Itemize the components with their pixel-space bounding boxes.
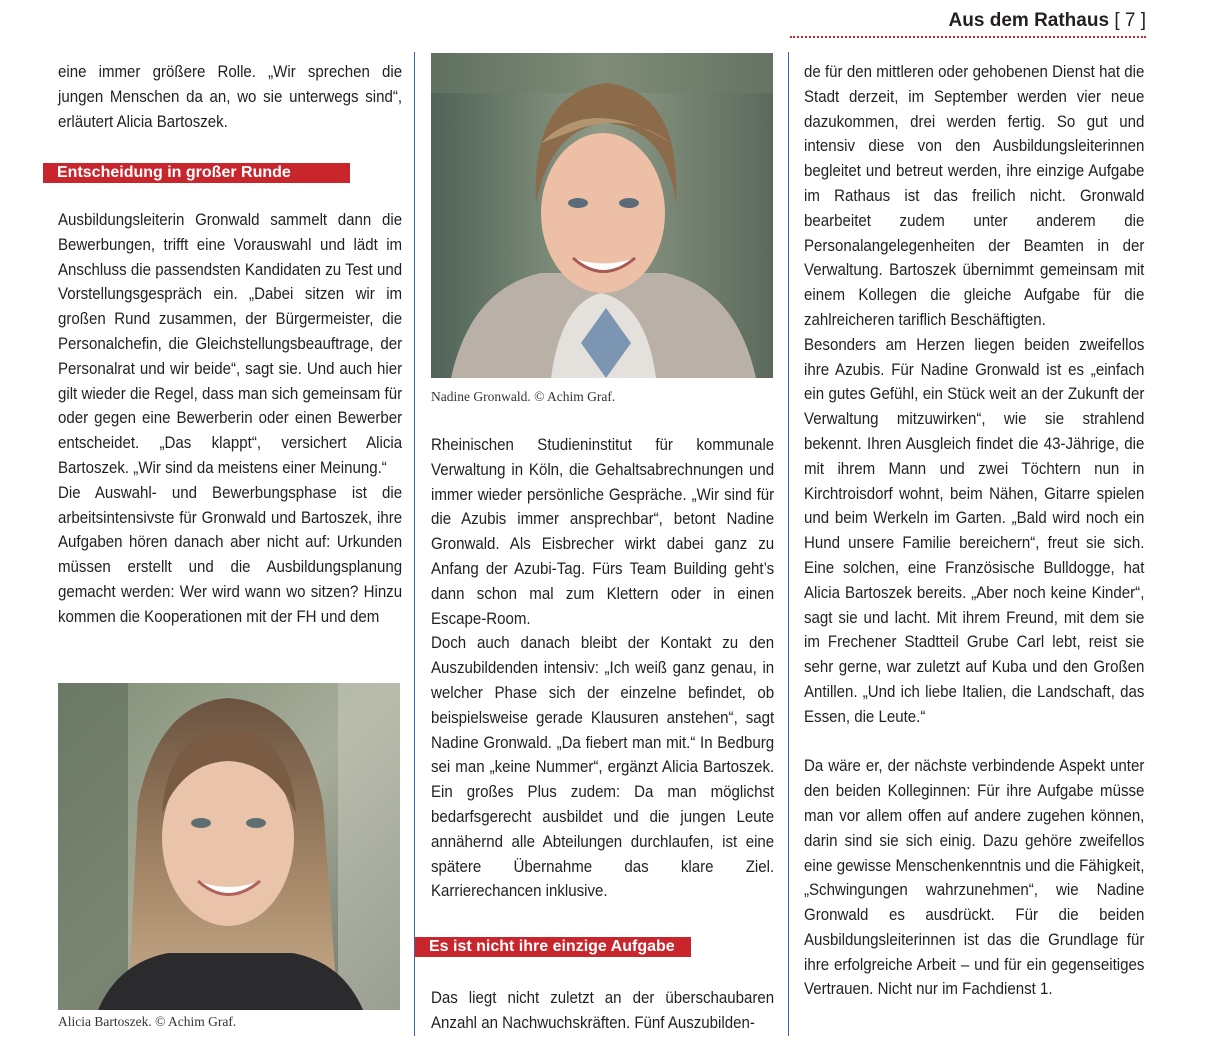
photo-alicia-bartoszek (58, 683, 400, 1010)
column-rule-2 (788, 52, 789, 1036)
paragraph: de für den mittleren oder gehobenen Dienst hat die Stadt derzeit, im September werden vier neue dazukommen, drei werden fertig. So gut und intensiv diese von den Ausbildungsleiterinnen begleitet und betreut werden, ihre einzige Aufgabe im Rathaus ist das freilich nicht. Gronwald bearbeitet zudem unter anderem die Personalangelegenheiten der Beamten in der Verwaltung. Bartoszek übernimmt gemeinsam mit einem Kollegen die gleiche Aufgabe für die zahlreicheren tariflich Beschäftigten. (804, 63, 1145, 329)
header-dotted-rule (790, 36, 1146, 38)
column-1-body (58, 208, 402, 630)
paragraph: Das liegt nicht zuletzt an der überschaubaren Anzahl an Nachwuchskräften. Fünf Auszubilden- (431, 989, 775, 1032)
page-number: [ 7 ] (1114, 10, 1146, 31)
photo-caption-nadine: Nadine Gronwald. © Achim Graf. (431, 389, 616, 404)
column-rule-1 (414, 52, 415, 1036)
paragraph: Da wäre er, der nächste verbindende Aspekt unter den beiden Kolleginnen: Für ihre Aufgabe müsse man vor allem offen auf andere zugehen können, darin sind sie sich einig. Dazu gehöre zweifellos eine gewisse Menschenkenntnis und die Fähigkeit, „Schwingungen wahrzunehmen“, wie Nadine Gronwald es ausdrückt. Für die beiden Ausbildungsleiterinnen ist das die Grundlage für ihre erfolgreiche Arbeit – und für ein gegenseitiges Vertrauen. Nicht nur im Fachdienst 1. (804, 757, 1145, 999)
photo-caption-alicia: Alicia Bartoszek. © Achim Graf. (58, 1014, 237, 1029)
paragraph: Doch auch danach bleibt der Kontakt zu den Auszubildenden intensiv: „Ich weiß ganz genau, in welcher Phase sich der einzelne befindet, ob beispielsweise gerade Klausuren anstehen“, sagt Nadine Gronwald. „Da fiebert man mit.“ In Bedburg sei man „keine Nummer“, ergänzt Alicia Bartoszek. Ein großes Plus zudem: Da man möglichst bedarfsgerecht ausbildet und die jungen Leute annähernd alle Abteilungen durchlaufen, ist eine spätere Übernahme das klare Ziel. Karrierechancen inklusive. (431, 634, 775, 901)
portrait-image (431, 53, 773, 378)
paragraph-gap (804, 730, 1144, 755)
subheadline-aufgabe: Es ist nicht ihre einzige Aufgabe (415, 937, 691, 957)
paragraph: eine immer größere Rolle. „Wir sprechen die jungen Menschen da an, wo sie unterwegs sind“, erläutert Alicia Bartoszek. (58, 63, 403, 131)
portrait-image (58, 683, 400, 1010)
section-title: Aus dem Rathaus (948, 10, 1110, 31)
subheadline-entscheidung: Entscheidung in großer Runde (43, 163, 350, 183)
column-3-body (804, 60, 1144, 1002)
column-1-top (58, 60, 402, 134)
paragraph: Ausbildungsleiterin Gronwald sammelt dann die Bewerbungen, trifft eine Vorauswahl und lädt im Anschluss die passendsten Kandidaten zu Test und Vorstellungsgespräch ein. „Dabei sitzen wir im großen Rund zusammen, der Bürgermeister, die Personalchefin, die Gleichstellungsbeauftrage, der Personalrat und wir beide“, sagt sie. Und auch hier gilt wieder die Regel, dass man sich gemeinsam für oder gegen eine Bewerberin oder einen Bewerber entscheidet. „Das klappt“, versichert Alicia Bartoszek. „Wir sind da meistens einer Meinung.“ (58, 211, 403, 477)
page-header (949, 10, 1146, 32)
paragraph: Rheinischen Studieninstitut für kommunale Verwaltung in Köln, die Gehaltsabrechnungen und immer wieder persönliche Gespräche. „Wir sind für die Azubis immer ansprechbar“, betont Nadine Gronwald. Als Eisbrecher wirkt dabei ganz zu Anfang der Azubi-Tag. Fürs Team Building geht’s dann schon mal zum Klettern oder in einen Escape-Room. (431, 436, 775, 628)
paragraph: Die Auswahl- und Bewerbungsphase ist die arbeitsintensivste für Gronwald und Bartoszek, ihre Aufgaben hören danach aber nicht auf: Urkunden müssen erstellt und die Ausbildungsplanung gemacht werden: Wer wird wann wo sitzen? Hinzu kommen die Kooperationen mit der FH und dem (58, 483, 403, 626)
column-2-body (431, 433, 774, 904)
paragraph: Besonders am Herzen liegen beiden zweifellos ihre Azubis. Für Nadine Gronwald ist es „einfach ein gutes Gefühl, ein Stück weit an der Zukunft der Verwaltung mitzuwirken“, wie sie strahlend bekennt. Ihren Ausgleich findet die 43-Jährige, die mit ihrem Mann und zwei Töchtern nun in Kirchtroisdorf wohnt, beim Nähen, Gitarre spielen und beim Werkeln im Garten. „Bald wird noch ein Hund unsere Familie bereichern“, freut sie sich. Eine solchen, eine Französische Bulldogge, hat Alicia Bartoszek bereits. „Aber noch keine Kinder“, sagt sie und lacht. Mit ihrem Freund, mit dem sie im Frechener Stadtteil Grube Carl lebt, reist sie sehr gerne, war zuletzt auf Kuba und den Großen Antillen. „Und ich liebe Italien, die Landschaft, das Essen, die Leute.“ (804, 335, 1145, 726)
column-2-bottom (431, 986, 774, 1036)
photo-nadine-gronwald (431, 53, 773, 378)
